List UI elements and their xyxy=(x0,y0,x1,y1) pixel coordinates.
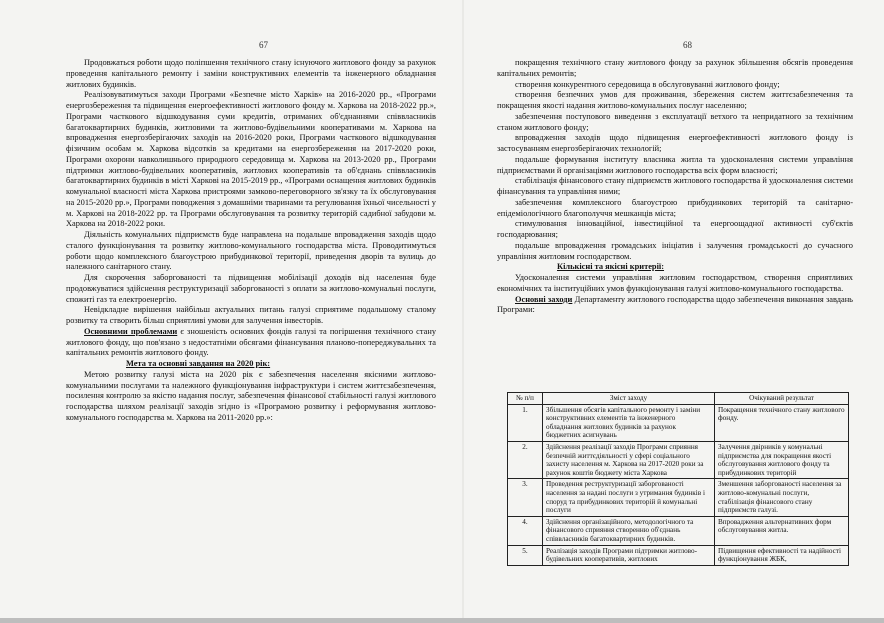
list-item: впровадження заходів щодо підвищення енергоефективності житлового фонду із застосуванням енергозберігаючих технологій; xyxy=(497,133,853,153)
cell-measure: Збільшення обсягів капітального ремонту і заміни конструктивних елементів та інженерного обладнання житлових будинків за рахунок бюджетних асигнувань xyxy=(543,404,715,441)
table-row xyxy=(508,516,849,545)
list-item: покращення технічного стану житлового фонду за рахунок збільшення обсягів проведення капітальних ремонтів; xyxy=(497,58,853,78)
cell-result: Підвищення ефективності та надійності функціонування ЖБК, xyxy=(715,545,849,565)
page-gutter xyxy=(462,0,464,623)
criteria-heading: Кількісні та якісні критерії: xyxy=(557,262,665,272)
list-item: подальше впровадження громадських ініціатив і залучення громадськості до сучасного управління житловим господарством. xyxy=(497,240,853,261)
list-item: стабілізація фінансового стану підприємств житлового господарства й удосконалення системи фінансування та управління ними; xyxy=(497,176,853,196)
cell-measure: Здійснення організаційного, методологічного та фінансового сприяння створенню об'єднань співвласників багатоквартирних будинків. xyxy=(543,516,715,545)
cell-result: Покращення технічного стану житлового фонду. xyxy=(715,404,849,441)
cell-result: Впровадження альтернативних форм обслуговування житла. xyxy=(715,516,849,545)
table-row xyxy=(508,545,849,565)
paragraph: Діяльність комунальних підприємств буде направлена на подальше впровадження заходів щодо сталого функціонування та розвитку житлово-комунального господарства міста. Проводитимуться роботи щодо комплексного благоустрою прибудинкової території, приведення дворів та вулиць до належного санітарного стану. xyxy=(66,230,436,272)
right-page xyxy=(497,0,853,615)
cell-number: 3. xyxy=(508,479,543,516)
cell-measure: Проведення реструктуризації заборгованості населення за надані послуги з утримання будинків і споруд та прибудинкових територій й комунальні послуги xyxy=(543,479,715,516)
left-page xyxy=(66,0,436,615)
cell-number: 2. xyxy=(508,441,543,478)
measures-table xyxy=(507,392,849,566)
list-item: створення конкурентного середовища в обслуговуванні житлового фонду; xyxy=(515,79,780,89)
page-number: 68 xyxy=(683,40,692,50)
goal-heading: Мета та основні завдання на 2020 рік: xyxy=(126,359,271,368)
goal-paragraph: Метою розвитку галузі міста на 2020 рік є забезпечення населення якісними житлово-комунальними послугами та належного функціонування інфраструктури і систем життєзабезпечення, посилення контролю за якістю надання послуг, забезпечення фінансової стабільності галузі житлового господарства шляхом реалізації заходів згідно із «Програмою розвитку і реформування житлово-комунального господарства м. Харкова на 2011-2020 рр.»: xyxy=(66,369,436,422)
cell-measure: Реалізація заходів Програми підтримки житлово-будівельних кооперативів, житлових xyxy=(543,545,715,565)
column-header: Очікуваний результат xyxy=(715,393,849,405)
cell-number: 4. xyxy=(508,516,543,545)
list-item: забезпечення комплексного благоустрою прибудинкових територій та санітарно-епідеміологічного благополуччя мешканців міста; xyxy=(497,197,853,218)
page-number: 67 xyxy=(259,40,268,50)
measures-paragraph xyxy=(497,295,853,317)
list-item: забезпечення поступового виведення з експлуатації ветхого та непридатного за технічним станом житлового фонду; xyxy=(497,111,853,132)
page-body xyxy=(66,58,436,424)
list-item: створення безпечних умов для проживання, збереження систем життєзабезпечення та покращення якості надання житлово-комунальних послуг населенню; xyxy=(497,90,853,110)
problems-text: є зношеність основних фондів галузі та погіршення технічного стану житлового фонду, що пов'язано з недостатніми обсягами фінансування планово-попереджувальних та капітальних ремонтів житлового фонду. xyxy=(66,326,436,358)
cell-measure: Здійснення реалізації заходів Програми сприяння безпечній життєдіяльності у сфері соціального захисту населення м. Харкова на 2017-2020 роки за рахунок коштів бюджету міста Харкова xyxy=(543,441,715,478)
cell-number: 1. xyxy=(508,404,543,441)
problems-paragraph xyxy=(66,327,436,359)
table-header-row xyxy=(508,393,849,405)
measures-text: Департаменту житлового господарства щодо забезпечення виконання завдань Програми: xyxy=(497,294,853,315)
criteria-paragraph: Удосконалення системи управління житловим господарством, створення сприятливих економічних та інституційних умов функціонування галузі житлово-комунального господарства. xyxy=(497,273,853,293)
column-header: № п/п xyxy=(508,393,543,405)
cell-number: 5. xyxy=(508,545,543,565)
problems-label: Основними проблемами xyxy=(84,326,178,336)
table-row xyxy=(508,441,849,478)
list-item: стимулювання інноваційної, інвестиційної та енергоощадної активності суб'єктів господарювання; xyxy=(497,219,853,239)
paragraph: Реалізовуватимуться заходи Програми «Безпечне місто Харків» на 2016-2020 рр., «Програми енергозбереження та підвищення енергоефективності житлового фонду м. Харкова на 2018-2022 рр.», Програми часткового відшкодування суми кредитів, отриманих об'єднаннями співвласників багатоквартирних будинків, житловими та житлово-будівельними кооперативами м. Харкова на впровадження енергозберігаючих заходів на 2016-2020 роки, Програми часткового відшкодування фізичним особам м. Харкова відсотків за кредитами на енергозбереження на 2017-2020 роки, Програми охорони навколишнього природного середовища м. Харкова на 2013-2020 рр., Програми підтримки житлово-будівельних кооперативів, житлових кооперативів та об'єднань співвласників багатоквартирних будинків в місті Харкові на 2015-2019 рр., «Програми оснащення житлових будинків комунальної власності міста Харкова пристроями замково-переговорного зв'язку та їх обслуговування на 2015-2020 рр.», Програми поводження з домашніми тваринами та регулювання їхньої чисельності у м. Харкові на 2018-2022 рр. та Програми обслуговування та розвитку територій садибної забудови м. Харкова на 2018-2022 роки. xyxy=(66,90,436,229)
list-item: подальше формування інституту власника житла та удосконалення системи управління підприємствами й організаціями житлового господарства всіх форм власності; xyxy=(497,154,853,175)
cell-result: Залучення двірників у комунальні підприємства для покращення якості обслуговування житлового фонду та прибудинкових територій xyxy=(715,441,849,478)
page-body xyxy=(497,58,853,316)
cell-result: Зменшення заборгованості населення за житлово-комунальні послуги, стабілізація фінансового стану підприємств галузі. xyxy=(715,479,849,516)
table-row xyxy=(508,404,849,441)
column-header: Зміст заходу xyxy=(543,393,715,405)
paragraph: Продовжаться роботи щодо поліпшення технічного стану існуючого житлового фонду за рахунок проведення капітального ремонту і заміни конструктивних елементів та інженерного обладнання житлових будинків. xyxy=(66,58,436,89)
table-row xyxy=(508,479,849,516)
paragraph: Для скорочення заборгованості та підвищення мобілізації доходів від населення буде продовжуватися здійснення реструктуризації заборгованості з оплати за житлово-комунальні послуги, спожиті газ та електроенергію. xyxy=(66,273,436,304)
scan-bottom-edge xyxy=(0,618,884,623)
measures-label: Основні заходи xyxy=(515,294,573,304)
paragraph: Невідкладне вирішення найбільш актуальних питань галузі сприятиме подальшому сталому розвитку та створить більш сприятливі умови для залучення інвесторів. xyxy=(66,305,436,325)
